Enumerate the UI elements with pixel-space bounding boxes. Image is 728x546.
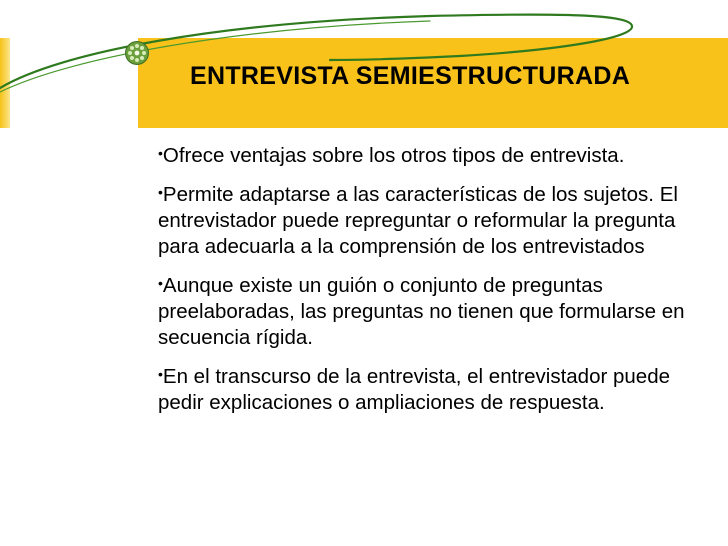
bullet-marker: • xyxy=(158,275,163,291)
bullet-text: Ofrece ventajas sobre los otros tipos de entrevista. xyxy=(162,144,625,167)
bullet-text: En el transcurso de la entrevista, el entrevistador puede pedir explicaciones o ampliaciones de respuesta. xyxy=(158,365,671,414)
bullet-text: Permite adaptarse a las características de los sujetos. El entrevistador puede repreguntar o reformular la pregunta para adecuarla a la comprensión de los entrevistados xyxy=(158,183,678,258)
green-dotted-circle-icon xyxy=(122,38,152,68)
slide-title: ENTREVISTA SEMIESTRUCTURADA xyxy=(190,62,631,90)
bullet-marker: • xyxy=(158,366,163,382)
bullet-marker: • xyxy=(158,145,163,161)
bullet-item xyxy=(158,270,718,351)
left-accent-bar xyxy=(0,38,10,128)
title-bar xyxy=(138,38,728,128)
bullet-text: Aunque existe un guión o conjunto de preguntas preelaboradas, las preguntas no tienen que formularse en secuencia rígida. xyxy=(158,274,685,349)
bullet-item xyxy=(158,361,718,416)
bullet-item xyxy=(158,179,718,260)
bullet-list xyxy=(158,140,718,426)
bullet-marker: • xyxy=(158,184,163,200)
bullet-item xyxy=(158,140,718,169)
